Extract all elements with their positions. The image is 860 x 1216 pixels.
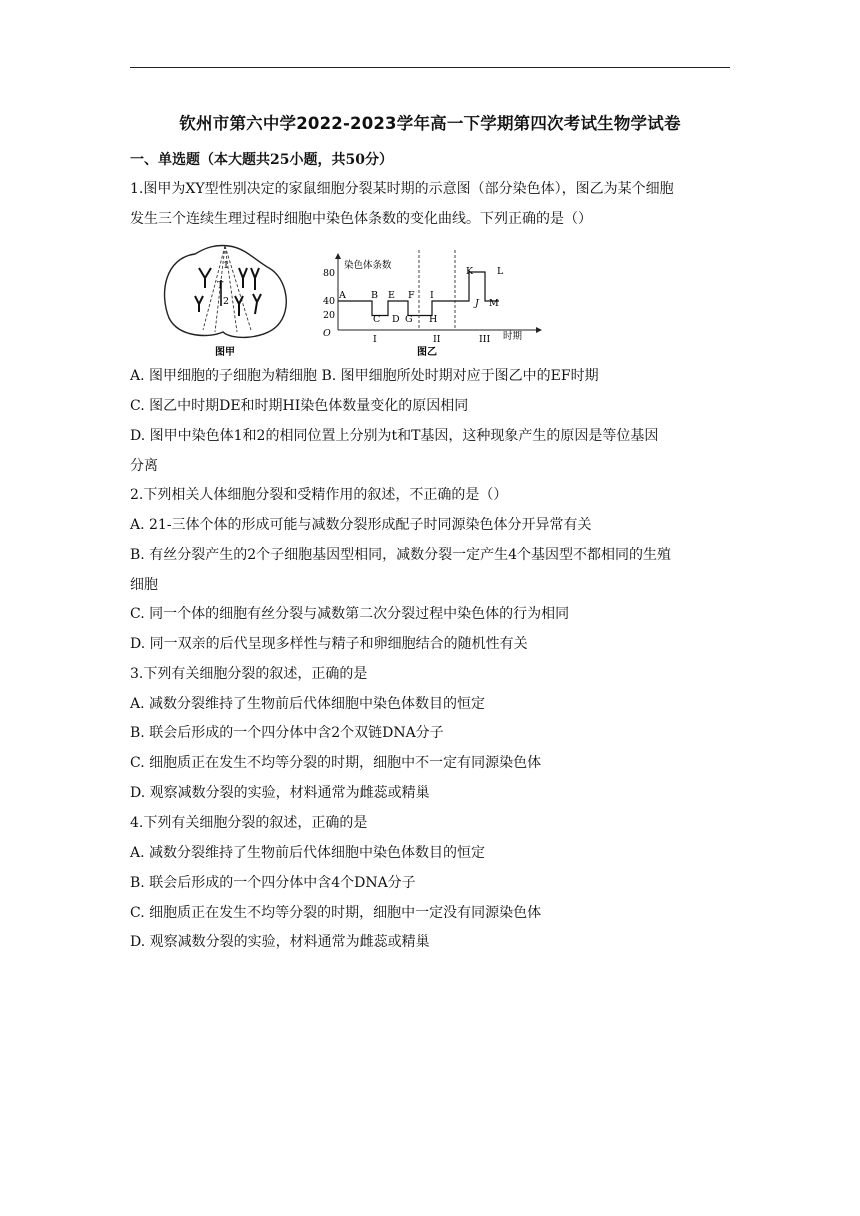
q4-option-d: D. 观察减数分裂的实验，材料通常为雌蕊或精巢	[130, 934, 430, 950]
yi-point-f: F	[408, 290, 415, 301]
yi-ylabel: 染色体条数	[344, 260, 392, 271]
question-1-stem: 1.图甲为XY型性别决定的家鼠细胞分裂某时期的示意图（部分染色体），图乙为某个细胞	[130, 181, 674, 197]
jia-label-2: 2	[223, 296, 230, 307]
q3-option-c: C. 细胞质正在发生不均等分裂的时期，细胞中不一定有同源染色体	[130, 755, 542, 771]
yi-stage-3: III	[479, 334, 491, 345]
yi-point-l: L	[497, 266, 504, 277]
q2-option-c: C. 同一个体的细胞有丝分裂与减数第二次分裂过程中染色体的行为相同	[130, 606, 570, 622]
jia-label-t: T	[217, 280, 224, 291]
q2-option-a: A. 21-三体个体的形成可能与减数分裂形成配子时同源染色体分开异常有关	[130, 517, 592, 533]
yi-origin: O	[323, 328, 331, 339]
figure-yi-chart	[323, 250, 542, 345]
yi-stage-1: I	[373, 334, 377, 345]
header-rule	[130, 67, 730, 68]
page-title: 钦州市第六中学2022-2023学年高一下学期第四次考试生物学试卷	[179, 114, 681, 133]
q2-option-b-cont: 细胞	[130, 577, 158, 593]
question-1-stem-cont: 发生三个连续生理过程时细胞中染色体条数的变化曲线。下列正确的是（）	[130, 211, 592, 227]
figure-jia-caption: 图甲	[215, 347, 235, 358]
yi-point-i: I	[430, 290, 434, 301]
yi-point-e: E	[388, 290, 395, 301]
yi-point-k: K	[466, 266, 474, 277]
question-4-stem: 4.下列有关细胞分裂的叙述，正确的是	[130, 815, 368, 831]
q4-option-a: A. 减数分裂维持了生物前后代体细胞中染色体数目的恒定	[130, 845, 486, 861]
q1-option-c: C. 图乙中时期DE和时期HI染色体数量变化的原因相同	[130, 398, 469, 414]
jia-label-1: 1	[223, 260, 230, 271]
yi-point-g: G	[405, 314, 413, 325]
yi-xlabel: 时期	[503, 331, 523, 342]
figure-yi-caption: 图乙	[417, 347, 437, 358]
yi-ytick-40: 40	[323, 296, 336, 307]
yi-point-a: A	[339, 290, 346, 301]
question-2-stem: 2.下列相关人体细胞分裂和受精作用的叙述，不正确的是（）	[130, 487, 508, 503]
yi-point-d: D	[392, 314, 400, 325]
q3-option-a: A. 减数分裂维持了生物前后代体细胞中染色体数目的恒定	[130, 696, 486, 712]
yi-ytick-20: 20	[323, 310, 336, 321]
question-3-stem: 3.下列有关细胞分裂的叙述，正确的是	[130, 666, 368, 682]
yi-point-b: B	[371, 290, 378, 301]
q3-option-b: B. 联会后形成的一个四分体中含2个双链DNA分子	[130, 725, 444, 741]
q2-option-d: D. 同一双亲的后代呈现多样性与精子和卵细胞结合的随机性有关	[130, 636, 528, 652]
yi-point-c: C	[373, 314, 381, 325]
yi-stage-2: II	[433, 334, 441, 345]
q4-option-b: B. 联会后形成的一个四分体中含4个DNA分子	[130, 875, 416, 891]
q2-option-b: B. 有丝分裂产生的2个子细胞基因型相同，减数分裂一定产生4个基因型不都相同的生殖	[130, 547, 672, 563]
q1-option-a-b: A. 图甲细胞的子细胞为精细胞 B. 图甲细胞所处时期对应于图乙中的EF时期	[130, 368, 599, 384]
q1-option-d-cont: 分离	[130, 458, 158, 474]
q4-option-c: C. 细胞质正在发生不均等分裂的时期，细胞中一定没有同源染色体	[130, 905, 542, 921]
yi-point-j: J	[475, 298, 479, 309]
yi-ytick-80: 80	[323, 268, 336, 279]
yi-point-m: M	[489, 298, 499, 309]
yi-point-h: H	[429, 314, 438, 325]
q1-option-d: D. 图甲中染色体1和2的相同位置上分别为t和T基因，这种现象产生的原因是等位基因	[130, 428, 659, 444]
section-heading: 一、单选题（本大题共25小题，共50分）	[130, 152, 393, 168]
question-1-figures	[155, 238, 545, 360]
q3-option-d: D. 观察减数分裂的实验，材料通常为雌蕊或精巢	[130, 785, 430, 801]
figure-jia-cell	[165, 245, 287, 337]
